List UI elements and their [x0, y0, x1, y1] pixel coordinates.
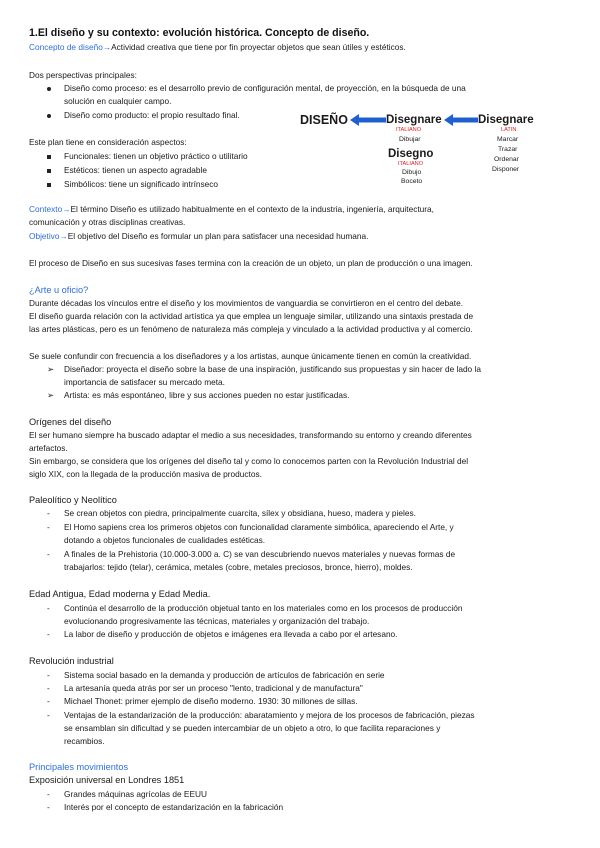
- paragraph-line: El diseño guarda relación con la actividad artística ya que emplea un lenguaje similar, utilizando una sintaxis prestada de: [29, 311, 474, 321]
- page-title: 1.El diseño y su contexto: evolución histórica. Concepto de diseño.: [29, 27, 370, 39]
- revolucion-heading: Revolución industrial: [29, 656, 114, 666]
- confundir-text: Se suele confundir con frecuencia a los diseñadores y a los artistas, aunque únicamente tienen en común la creatividad.: [29, 351, 472, 361]
- edad-heading: Edad Antigua, Edad moderna y Edad Media.: [29, 589, 211, 599]
- arrow-bullet-icon: ➢: [47, 390, 54, 400]
- concepto-line: [29, 42, 406, 53]
- paragraph-line: siglo XIX, con la llegada de la producción masiva de productos.: [29, 469, 262, 479]
- diagram-lang-latin: LATIN: [501, 127, 517, 133]
- diagram-item: Dibujo: [402, 169, 422, 176]
- movimientos-subheading: Exposición universal en Londres 1851: [29, 775, 185, 785]
- bullet-dot-icon: [47, 87, 51, 91]
- diagram-item: Marcar: [497, 136, 519, 143]
- origenes-heading: Orígenes del diseño: [29, 417, 112, 427]
- diagram-item: Trazar: [498, 146, 518, 153]
- bullet-square-icon: [47, 155, 51, 159]
- concepto-arrow: →: [102, 42, 112, 52]
- arrow-left-icon: [444, 113, 478, 127]
- bullet-square-icon: [47, 183, 51, 187]
- diagram-word-disegno: Disegno: [388, 148, 434, 160]
- arte-heading: ¿Arte u oficio?: [29, 285, 89, 295]
- paragraph-line: artefactos.: [29, 443, 68, 453]
- diagram-lang-italiano: ITALIANO: [398, 161, 424, 167]
- diagram-word-diseno: DISEÑO: [300, 113, 348, 127]
- concepto-label: Concepto de diseño: [29, 42, 103, 52]
- objetivo-line: Objetivo→El objetivo del Diseño es formular un plan para satisfacer una necesidad humana.: [29, 231, 369, 241]
- arrow-bullet-icon: ➢: [47, 364, 54, 374]
- paleolitico-heading: Paleolítico y Neolítico: [29, 495, 117, 505]
- concepto-text: Actividad creativa que tiene por fin proyectar objetos que sean útiles y estéticos.: [111, 42, 406, 52]
- document-page: 1.El diseño y su contexto: evolución histórica. Concepto de diseño. Concepto de diseño→Actividad creativa que tiene por fin proyectar objetos que sean útiles y estéticos. Dos perspectivas principales: Diseño como proceso: es el desarrollo previo de configuración mental, de proyección, en la búsqueda de una solución en cualquier campo. Diseño como producto: el propio resultado final. Este plan tiene en consideración aspectos: Funcionales: tienen un objetivo práctico o utilitario Estéticos: tienen un aspecto agradable Simbólicos: tiene un significado intrínseco DISEÑO Disegnare ITALIANO Dibujar Disegno ITALIANO Dibujo Boceto Disegnare LATIN Marcar Trazar Ordenar Disponer Contexto→El término Diseño es utilizado habitualmente en el contexto de la industria, ingeniería, arquitectura, comunicación y otras disciplinas creativas. Objetivo→El objetivo del Diseño es formular un plan para satisfacer una necesidad humana. El proceso de Diseño en sus sucesivas fases termina con la creación de un objeto, un plan de producción o una imagen. ¿Arte u oficio? Durante décadas los vínculos entre el diseño y los movimientos de vanguardia se convirtieron en el centro del debate. El diseño guarda relación con la actividad artística ya que emplea un lenguaje similar, utilizando una sintaxis prestada de las artes plásticas, pero es un fenómeno de naturaleza más compleja y vinculado a la actividad productiva y al comercio. Se suele confundir con frecuencia a los diseñadores y a los artistas, aunque únicamente tienen en común la creatividad. ➢ Diseñador: proyecta el diseño sobre la base de una inspiración, justificando sus propuestas y sin hacer de lado la importancia de satisfacer su mercado meta. ➢ Artista: es más espontáneo, libre y sus acciones pueden no estar justificadas. Orígenes del diseño El ser humano siempre ha buscado adaptar el medio a sus necesidades, transformando su entorno y creando diferentes artefactos. Sin embargo, se considera que los orígenes del diseño tal y como lo conocemos parten con la Revolución Industrial del siglo XIX, con la llegada de la producción masiva de productos. Paleolítico y Neolítico - Se crean objetos con piedra, principalmente cuarcita, sílex y obsidiana, hueso, madera y pieles. - El Homo sapiens crea los primeros objetos con funcionalidad claramente simbólica, apareciendo el Arte, y dotando a objetos funcionales de cualidades estéticas. - A finales de la Prehistoria (10.000-3.000 a. C) se van descubriendo nuevos materiales y nuevas formas de trabajarlos: tejido (telar), cerámica, metales (cobre, metales preciosos, bronce, hierro), moldes. Edad Antigua, Edad moderna y Edad Media. - Continúa el desarrollo de la producción objetual tanto en los materiales como en los procesos de producción evolucionando progresivamente las técnicas, materiales y organización del trabajo. - La labor de diseño y producción de objetos e imágenes era llevada a cabo por el artesano. Revolución industrial - Sistema social basado en la demanda y producción de artículos de fabricación en serie - La artesanía queda atrás por ser un proceso "lento, tradicional y de manufactura" - Michael Thonet: primer ejemplo de diseño moderno. 1930: 30 millones de sillas. - Ventajas de la estandarización de la producción: abaratamiento y mejora de los procesos de fabricación, piezas se ensamblan sin dificultad y se pueden intercambiar de un objeto a otro, lo que facilita reparaciones y recambios. Principales movimientos Exposición universal en Londres 1851 - Grandes máquinas agrícolas de EEUU - Interés por el concepto de estandarización en la fabricación: [29, 27, 534, 812]
- diagram-item: Ordenar: [494, 156, 519, 163]
- diagram-word-disegnare-la: Disegnare: [478, 114, 534, 126]
- diagram-item: Dibujar: [399, 136, 421, 143]
- contexto-line: Contexto→El término Diseño es utilizado habitualmente en el contexto de la industria, ingeniería, arquitectura,: [29, 204, 434, 214]
- bullet-square-icon: [47, 169, 51, 173]
- movimientos-heading: Principales movimientos: [29, 762, 129, 772]
- paragraph-line: las artes plásticas, pero es un fenómeno de naturaleza más compleja y vinculado a la actividad productiva y al comercio.: [29, 324, 473, 334]
- perspectivas-intro: Dos perspectivas principales:: [29, 70, 137, 80]
- plan-intro: Este plan tiene en consideración aspectos:: [29, 137, 187, 147]
- diagram-word-disegnare-it: Disegnare: [386, 114, 442, 126]
- paragraph-line: El ser humano siempre ha buscado adaptar el medio a sus necesidades, transformando su entorno y creando diferentes: [29, 430, 472, 440]
- paragraph-line: Durante décadas los vínculos entre el diseño y los movimientos de vanguardia se convirtieron en el centro del debate.: [29, 298, 463, 308]
- proceso-text: El proceso de Diseño en sus sucesivas fases termina con la creación de un objeto, un plan de producción o una imagen.: [29, 258, 473, 268]
- paragraph-line: Sin embargo, se considera que los orígenes del diseño tal y como lo conocemos parten con la Revolución Industrial del: [29, 456, 469, 466]
- diagram-item: Disponer: [492, 166, 520, 173]
- contexto-line-2: comunicación y otras disciplinas creativas.: [29, 217, 186, 227]
- diagram-lang-italiano: ITALIANO: [396, 127, 422, 133]
- diagram-item: Boceto: [401, 178, 423, 185]
- bullet-dot-icon: [47, 114, 51, 118]
- arrow-left-icon: [350, 113, 386, 127]
